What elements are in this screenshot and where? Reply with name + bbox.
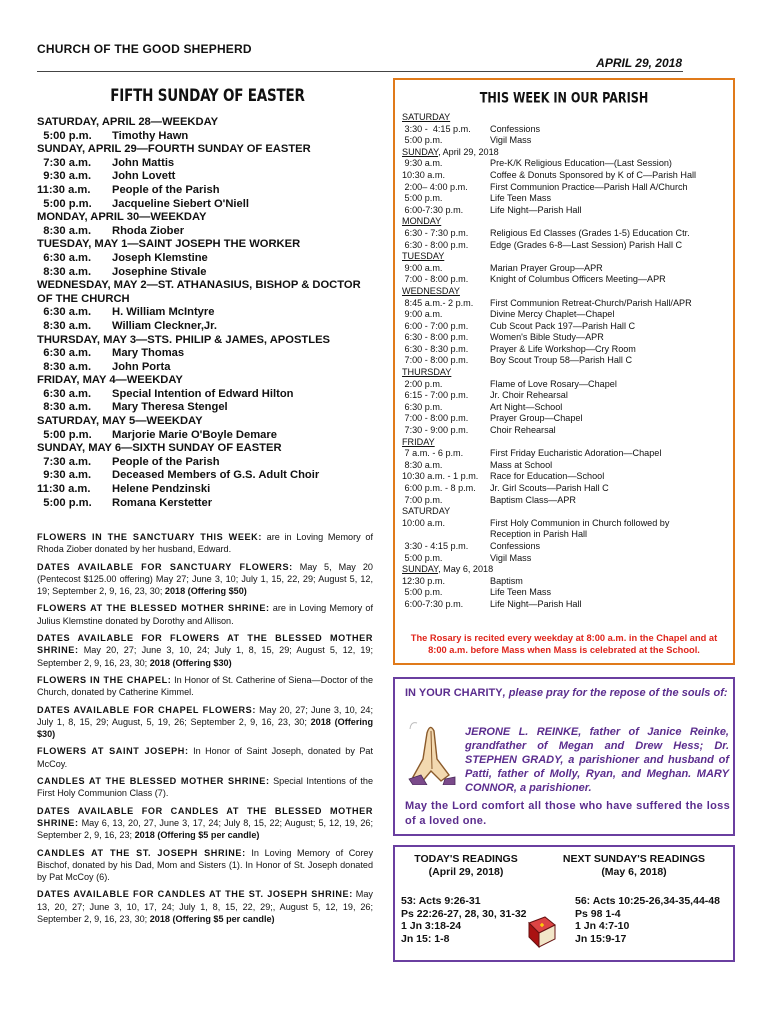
next-readings-title: NEXT SUNDAY'S READINGS: [562, 853, 706, 865]
event-time: 6:15 - 7:00 p.m.: [402, 390, 469, 401]
week-event-row: [402, 263, 732, 275]
event-time: 2:00– 4:00 p.m.: [402, 181, 468, 192]
week-day-heading: [402, 112, 732, 124]
event-name: Life Night—Parish Hall: [490, 204, 582, 215]
notice-paragraph: [37, 888, 373, 925]
notice-offering: 2018 (Offering $30): [149, 657, 232, 668]
mass-entry: [37, 469, 374, 483]
schedule-day-heading: THURSDAY, MAY 3—STS. PHILIP & JAMES, APOSTLES: [37, 333, 331, 346]
event-name: Boy Scout Troup 58—Parish Hall C: [490, 355, 633, 366]
notice-paragraph: [37, 805, 373, 842]
header-divider: [37, 71, 683, 72]
event-time: 6:30 - 8:00 p.m.: [402, 239, 469, 250]
week-day-name: THURSDAY: [402, 367, 452, 378]
week-day-date: , May 6, 2018: [438, 564, 494, 575]
notice-offering: 2018 (Offering $5 per candle): [134, 830, 260, 841]
notice-heading: DATES AVAILABLE FOR FLOWERS AT THE BLESSED MOTHER SHRINE:: [37, 633, 373, 656]
mass-entry: [37, 497, 374, 511]
event-time: 7:00 - 8:00 p.m.: [402, 274, 469, 285]
week-event-row: [402, 448, 732, 460]
week-event-row: [402, 170, 732, 182]
event-name: Baptism: [490, 575, 523, 586]
next-sunday-readings: [539, 853, 729, 945]
event-name: Marian Prayer Group—APR: [490, 262, 603, 273]
event-name: Choir Rehearsal: [490, 425, 556, 436]
schedule-day-heading: FRIDAY, MAY 4—WEEKDAY: [37, 374, 183, 387]
mass-time: 11:30 a.m.: [37, 483, 91, 496]
event-time: 7:00 - 8:00 p.m.: [402, 413, 469, 424]
mass-intention: William Cleckner,Jr.: [112, 319, 217, 332]
bible-icon: [525, 915, 559, 949]
mass-entry: [37, 347, 374, 361]
mass-entry: [37, 320, 374, 334]
mass-time: 6:30 a.m.: [37, 251, 92, 264]
event-name: Edge (Grades 6-8—Last Session) Parish Hall C: [490, 239, 683, 250]
praying-hands-icon: [407, 719, 457, 785]
mass-time: 9:30 a.m.: [37, 469, 92, 482]
week-event-row: [402, 158, 732, 170]
event-time: 5:00 p.m.: [402, 587, 443, 598]
notice-paragraph: [37, 704, 373, 741]
event-time: 6:30 - 8:30 p.m.: [402, 343, 469, 354]
notice-heading: DATES AVAILABLE FOR CANDLES AT THE ST. JOSEPH SHRINE:: [37, 889, 353, 900]
week-day-heading: [402, 564, 732, 576]
event-name: Pre-K/K Religious Education—(Last Session): [490, 158, 672, 169]
event-name: Confessions: [490, 123, 541, 134]
mass-time: 5:00 p.m.: [37, 197, 92, 210]
notice-text: May 20, 27; June 3, 10, 24; July 1, 8, 15, 29; August, 5, 19, 26; September 2, 9, 16, 23, 30;: [37, 704, 373, 727]
notice-paragraph: [37, 674, 373, 699]
mass-entry: [37, 361, 374, 375]
todays-readings: [401, 853, 531, 945]
event-name: Life Teen Mass: [490, 193, 551, 204]
event-name: Prayer & Life Workshop—Cry Room: [490, 343, 636, 354]
event-name: Confessions: [490, 540, 541, 551]
mass-entry: [37, 456, 374, 470]
church-name: CHURCH OF THE GOOD SHEPHERD: [37, 42, 252, 56]
mass-entry: [37, 483, 374, 497]
event-name: Vigil Mass: [490, 135, 532, 146]
week-event-row: [402, 483, 732, 495]
next-readings-date: (May 6, 2018): [601, 865, 667, 878]
mass-schedule-title: FIFTH SUNDAY OF EASTER: [110, 84, 305, 106]
notice-text: May 6, 13, 20, 27, June 3, 17, 24; July 8, 15, 22; August; 5, 12, 19, 26; September 2, 9, 16, 23;: [37, 817, 373, 841]
mass-entry: [37, 429, 374, 443]
mass-time: 6:30 a.m.: [37, 387, 92, 400]
event-time: 6:30 p.m.: [402, 401, 443, 412]
reading-citation: 1 Jn 3:18-24: [401, 920, 462, 932]
mass-entry: [37, 388, 374, 402]
week-event-row: [402, 355, 732, 367]
week-event-row: [402, 344, 732, 356]
notice-offering: 2018 (Offering $50): [164, 586, 247, 597]
event-name: First Holy Communion in Church followed by: [490, 517, 670, 528]
mass-time: 5:00 p.m.: [37, 129, 92, 142]
schedule-day-heading: MONDAY, APRIL 30—WEEKDAY: [37, 211, 207, 224]
week-event-row: [402, 576, 732, 588]
event-time: 3:30 - 4:15 p.m.: [402, 123, 471, 134]
schedule-day-heading: WEDNESDAY, MAY 2—ST. ATHANASIUS, BISHOP & DOCTOR OF THE CHURCH: [37, 279, 361, 305]
reading-citation: 56: Acts 10:25-26,34-35,44-48: [575, 895, 720, 907]
mass-time: 7:30 a.m.: [37, 156, 92, 169]
event-name: Mass at School: [490, 459, 553, 470]
week-event-row: [402, 298, 732, 310]
notice-heading: FLOWERS AT SAINT JOSEPH:: [37, 746, 189, 757]
schedule-day-heading: SUNDAY, APRIL 29—FOURTH SUNDAY OF EASTER: [37, 143, 311, 156]
event-name: First Friday Eucharistic Adoration—Chapel: [490, 448, 662, 459]
event-name: Vigil Mass: [490, 552, 532, 563]
week-event-row: [402, 587, 732, 599]
week-day-heading: [402, 147, 732, 159]
notice-text: In Honor of St. Catherine of Siena—Doctor of the Church, donated by Catherine Kimmel.: [37, 674, 373, 698]
mass-intention: John Mattis: [112, 156, 175, 169]
notice-text: are in Loving Memory of Julius Klemstine donated by Dorothy and Allison.: [37, 603, 373, 626]
event-time: 5:00 p.m.: [402, 193, 443, 204]
week-event-row: [402, 309, 732, 321]
next-readings-list: [575, 895, 729, 945]
notice-heading: FLOWERS IN THE CHAPEL:: [37, 674, 172, 685]
notice-offering: 2018 (Offering $5 per candle): [149, 914, 275, 925]
notice-paragraph: [37, 775, 373, 800]
week-event-row: [402, 205, 732, 217]
notice-heading: FLOWERS IN THE SANCTUARY THIS WEEK:: [37, 532, 262, 542]
mass-intention: Jacqueline Siebert O'Niell: [112, 197, 249, 210]
event-name: Reception in Parish Hall: [490, 529, 588, 540]
bulletin-date: APRIL 29, 2018: [596, 56, 682, 70]
this-week-list: [402, 112, 732, 611]
event-name: Religious Ed Classes (Grades 1-5) Education Ctr.: [490, 227, 690, 238]
event-name: Cub Scout Pack 197—Parish Hall C: [490, 320, 636, 331]
event-name: Coffee & Donuts Sponsored by K of C—Parish Hall: [490, 169, 697, 180]
week-event-row: [402, 332, 732, 344]
event-time: 7 a.m. - 6 p.m.: [402, 448, 464, 459]
notice-heading: CANDLES AT THE BLESSED MOTHER SHRINE:: [37, 776, 270, 787]
schedule-day-heading: SATURDAY, APRIL 28—WEEKDAY: [37, 116, 219, 128]
event-name: Life Teen Mass: [490, 587, 551, 598]
week-event-row: [402, 471, 732, 483]
week-event-row: [402, 495, 732, 507]
mass-schedule: [37, 86, 374, 510]
notice-heading: DATES AVAILABLE FOR CANDLES AT THE BLESSED MOTHER SHRINE:: [37, 805, 373, 828]
week-event-row: [402, 599, 732, 611]
notice-paragraph: [37, 745, 373, 770]
mass-intention: Timothy Hawn: [112, 129, 189, 142]
notice-heading: DATES AVAILABLE FOR CHAPEL FLOWERS:: [37, 704, 256, 715]
notice-paragraph: [37, 602, 373, 627]
mass-time: 11:30 a.m.: [37, 183, 91, 196]
event-time: 6:30 - 8:00 p.m.: [402, 332, 469, 343]
mass-entry: [37, 198, 374, 212]
week-event-row: [402, 379, 732, 391]
reading-citation: Jn 15: 1-8: [401, 932, 450, 945]
mass-intention: Mary Theresa Stengel: [112, 401, 228, 414]
mass-time: 5:00 p.m.: [37, 496, 92, 509]
week-day-heading: [402, 216, 732, 228]
week-event-row: [402, 541, 732, 553]
this-week-box: [393, 78, 735, 665]
mass-time: 9:30 a.m.: [37, 170, 92, 183]
event-name: Baptism Class—APR: [490, 494, 576, 505]
mass-entry: [37, 225, 374, 239]
mass-intention: Rhoda Ziober: [112, 224, 185, 237]
event-time: 6:00 - 7:00 p.m.: [402, 320, 469, 331]
week-event-row: [402, 193, 732, 205]
week-day-name: SUNDAY: [402, 146, 439, 157]
reading-citation: Ps 98 1-4: [575, 907, 621, 920]
event-time: 2:00 p.m.: [402, 378, 443, 389]
mass-time: 6:30 a.m.: [37, 306, 92, 319]
flowers-candles-notices: [37, 531, 373, 930]
event-time: 3:30 - 4:15 p.m.: [402, 540, 469, 551]
event-time: 5:00 p.m.: [402, 552, 443, 563]
week-event-row: [402, 124, 732, 136]
notice-text: May 20, 27; June 3, 10, 24; July 1, 8, 15, 29; August 5, 12, 19; September 2, 9, 16, 23, 30;: [37, 645, 373, 668]
notice-paragraph: [37, 561, 373, 598]
week-day-name: TUESDAY: [402, 251, 445, 262]
week-event-row: [402, 274, 732, 286]
mass-intention: People of the Parish: [112, 183, 220, 196]
mass-entry: [37, 401, 374, 415]
event-time: 8:30 a.m.: [402, 459, 443, 470]
event-name: Life Night—Parish Hall: [490, 598, 582, 609]
event-time: 9:00 a.m.: [402, 262, 443, 273]
notice-offering: 2018 (Offering $30): [37, 716, 373, 740]
reading-citation: 53: Acts 9:26-31: [401, 895, 481, 907]
event-time: 9:00 a.m.: [402, 309, 443, 320]
reading-citation: Jn 15:9-17: [575, 932, 627, 945]
mass-intention: Romana Kerstetter: [112, 496, 213, 509]
event-name: First Communion Practice—Parish Hall A/Church: [490, 181, 688, 192]
event-time: 7:00 p.m.: [402, 494, 443, 505]
event-time: 5:00 p.m.: [402, 135, 443, 146]
week-day-name: SATURDAY: [402, 112, 451, 122]
schedule-day-heading: SUNDAY, MAY 6—SIXTH SUNDAY OF EASTER: [37, 442, 282, 455]
schedule-day-heading: TUESDAY, MAY 1—SAINT JOSEPH THE WORKER: [37, 238, 301, 251]
event-time: 6:00 p.m. - 8 p.m.: [402, 483, 476, 493]
mass-intention: Deceased Members of G.S. Adult Choir: [112, 469, 320, 482]
mass-intention: H. William McIntyre: [112, 306, 215, 319]
event-time: 9:30 a.m.: [402, 158, 443, 169]
mass-time: 8:30 a.m.: [37, 265, 92, 278]
mass-entry: [37, 266, 374, 280]
week-event-row: [402, 425, 732, 437]
mass-entry: [37, 252, 374, 266]
readings-box: [393, 845, 735, 962]
week-day-heading: [402, 251, 732, 263]
reading-citation: Ps 22:26-27, 28, 30, 31-32: [401, 907, 527, 920]
week-event-row: [402, 182, 732, 194]
this-week-title: THIS WEEK IN OUR PARISH: [479, 88, 649, 107]
mass-time: 7:30 a.m.: [37, 455, 92, 468]
week-day-name: SUNDAY: [402, 564, 439, 575]
notice-text: May 5, May 20 (Pentecost $125.00 offering) May 27; June 3, 10; July 1, 15, 22, 29; August 5, 12, 19; September 2, 9, 16, 23, 30;: [37, 561, 373, 597]
week-day-name: FRIDAY: [402, 436, 435, 447]
week-event-row: [402, 321, 732, 333]
week-day-name: SATURDAY: [402, 506, 451, 517]
event-name: Race for Education—School: [490, 471, 605, 482]
week-day-heading: [402, 367, 732, 379]
event-time: 10:00 a.m.: [402, 517, 445, 528]
notice-heading: FLOWERS AT THE BLESSED MOTHER SHRINE:: [37, 603, 270, 614]
event-name: Jr. Choir Rehearsal: [490, 390, 568, 401]
mass-time: 8:30 a.m.: [37, 319, 92, 332]
event-name: Knight of Columbus Officers Meeting—APR: [490, 274, 666, 285]
mass-entry: [37, 130, 374, 144]
week-event-row: [402, 460, 732, 472]
mass-time: 8:30 a.m.: [37, 224, 92, 237]
event-time: 7:30 - 9:00 p.m.: [402, 425, 469, 436]
week-event-row: [402, 402, 732, 414]
week-event-row: [402, 390, 732, 402]
notice-heading: CANDLES AT THE ST. JOSEPH SHRINE:: [37, 847, 246, 858]
mass-time: 8:30 a.m.: [37, 360, 92, 373]
notice-paragraph: [37, 847, 373, 884]
notice-heading: DATES AVAILABLE FOR SANCTUARY FLOWERS:: [37, 561, 293, 572]
mass-intention: Special Intention of Edward Hilton: [112, 387, 294, 400]
notice-text: In Loving Memory of Corey Bischof, donated by his Dad, Mom and Sisters (1). In Honor of St. Joseph donated by Pat McCoy (6).: [37, 847, 373, 883]
event-time: 10:30 a.m.: [402, 169, 445, 180]
event-name: Art Night—School: [490, 401, 563, 412]
mass-intention: Helene Pendzinski: [112, 483, 211, 496]
mass-time: 5:00 p.m.: [37, 428, 92, 441]
rosary-note: The Rosary is recited every weekday at 8:00 a.m. in the Chapel and at 8:00 a.m. before Mass when Mass is celebrated at the School.: [410, 633, 718, 655]
week-event-row: [402, 228, 732, 240]
notice-text: Special Intentions of the First Holy Communion Class (7).: [37, 776, 373, 799]
event-time: 8:45 a.m.- 2 p.m.: [402, 297, 474, 308]
event-name: Flame of Love Rosary—Chapel: [490, 378, 617, 389]
week-day-date: , April 29, 2018: [438, 146, 499, 157]
week-event-row: [402, 413, 732, 425]
week-event-row: [402, 529, 732, 541]
mass-entry: [37, 184, 374, 198]
event-time: 6:30 - 7:30 p.m.: [402, 227, 469, 238]
week-event-row: [402, 135, 732, 147]
mass-intention: John Lovett: [112, 170, 176, 183]
event-time: [402, 529, 490, 541]
event-time: 6:00-7:30 p.m.: [402, 598, 464, 609]
mass-intention: John Porta: [112, 360, 171, 373]
week-event-row: [402, 518, 732, 530]
event-name: Divine Mercy Chaplet—Chapel: [490, 309, 615, 320]
mass-intention: People of the Parish: [112, 455, 220, 468]
event-name: First Communion Retreat-Church/Parish Hall/APR: [490, 297, 692, 308]
mass-intention: Josephine Stivale: [112, 265, 207, 278]
mass-time: 6:30 a.m.: [37, 347, 92, 360]
mass-entry: [37, 170, 374, 184]
week-day-name: WEDNESDAY: [402, 285, 460, 296]
event-name: Prayer Group—Chapel: [490, 413, 583, 424]
todays-readings-list: [401, 895, 531, 945]
mass-intention: Marjorie Marie O'Boyle Demare: [112, 428, 277, 441]
schedule-day-heading: SATURDAY, MAY 5—WEEKDAY: [37, 415, 203, 428]
comfort-message: May the Lord comfort all those who have suffered the loss of a loved one.: [405, 800, 730, 827]
notice-paragraph: [37, 632, 373, 669]
todays-readings-title: TODAY'S READINGS: [414, 853, 518, 865]
week-day-heading: [402, 286, 732, 298]
charity-box: [393, 677, 735, 836]
charity-intro: IN YOUR CHARITY, please pray for the repose of the souls of:: [405, 687, 728, 699]
notice-text: are in Loving Memory of Rhoda Ziober donated by her husband, Edward.: [37, 532, 373, 555]
event-name: Jr. Girl Scouts—Parish Hall C: [490, 483, 609, 493]
notice-paragraph: [37, 531, 373, 556]
event-time: 10:30 a.m. - 1 p.m.: [402, 471, 479, 482]
week-event-row: [402, 553, 732, 565]
event-time: 6:00-7:30 p.m.: [402, 204, 464, 215]
mass-entry: [37, 306, 374, 320]
mass-entry: [37, 157, 374, 171]
event-name: Women's Bible Study—APR: [490, 332, 604, 343]
week-event-row: [402, 240, 732, 252]
deceased-names: JERONE L. REINKE, father of Janice Reinke, grandfather of Megan and Drew Hess; Dr. STEPHEN GRADY, a parishioner and husband of Patti, father of Molly, Ryan, and Meghan. MARY CONNOR, a parishioner.: [465, 726, 729, 794]
week-day-heading: [402, 437, 732, 449]
mass-schedule-list: [37, 116, 374, 510]
mass-intention: Mary Thomas: [112, 347, 185, 360]
notice-text: May 13, 20, 27; June 3, 10, 17, 24; July 1, 8, 15, 22, 29;, August 5, 12, 19, 26; September 2, 9, 16, 23, 30;: [37, 889, 373, 925]
mass-time: 8:30 a.m.: [37, 401, 92, 414]
reading-citation: 1 Jn 4:7-10: [575, 920, 630, 932]
mass-intention: Joseph Klemstine: [112, 251, 208, 264]
todays-readings-date: (April 29, 2018): [428, 865, 504, 878]
week-day-heading: [402, 506, 732, 518]
week-day-name: MONDAY: [402, 216, 442, 227]
event-time: 7:00 - 8:00 p.m.: [402, 355, 469, 366]
event-time: 12:30 p.m.: [402, 575, 445, 586]
notice-text: In Honor of Saint Joseph, donated by Pat McCoy.: [37, 746, 373, 769]
